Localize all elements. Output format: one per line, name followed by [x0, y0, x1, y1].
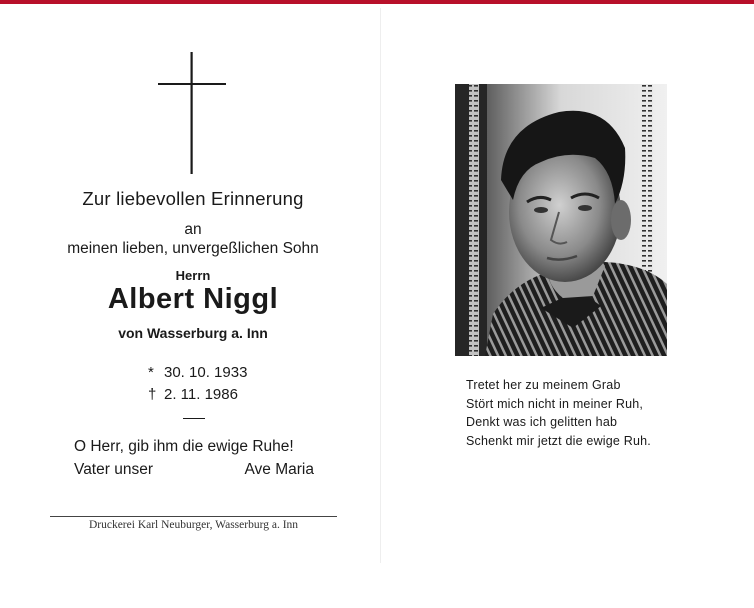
dedication-to: an	[184, 221, 202, 238]
death-row	[148, 384, 247, 406]
footer-rule	[50, 516, 337, 517]
life-dates	[148, 362, 247, 406]
prayer-text: O Herr, gib ihm die ewige Ruhe!	[74, 438, 294, 455]
poem-line: Schenkt mir jetzt die ewige Ruh.	[466, 433, 651, 448]
poem-line: Stört mich nicht in meiner Ruh,	[466, 396, 644, 411]
cross-icon	[158, 52, 226, 174]
prayer-left: Vater unser	[74, 461, 153, 478]
origin-text: von Wasserburg a. Inn	[118, 325, 268, 341]
death-date: 2. 11. 1986	[164, 386, 238, 403]
birth-date: 30. 10. 1933	[164, 364, 248, 381]
top-border	[0, 0, 754, 4]
birth-row	[148, 362, 247, 384]
portrait-photo	[455, 84, 667, 356]
printer-credit: Druckerei Karl Neuburger, Wasserburg a. Inn	[88, 519, 299, 531]
deceased-name: Albert Niggl	[107, 283, 279, 315]
prayer-right: Ave Maria	[244, 461, 314, 478]
honorific: Herrn	[175, 268, 211, 283]
dedication-heading: Zur liebevollen Erinnerung	[82, 188, 304, 209]
prayer-block	[74, 435, 314, 481]
poem-block	[466, 376, 651, 450]
birth-mark: *	[148, 364, 154, 381]
prayer-row	[74, 458, 314, 481]
separator-dash	[183, 418, 205, 419]
death-mark: †	[148, 386, 157, 403]
relation-text: meinen lieben, unvergeßlichen Sohn	[67, 240, 319, 257]
poem-line: Denkt was ich gelitten hab	[466, 415, 618, 429]
poem-line: Tretet her zu meinem Grab	[466, 378, 621, 392]
